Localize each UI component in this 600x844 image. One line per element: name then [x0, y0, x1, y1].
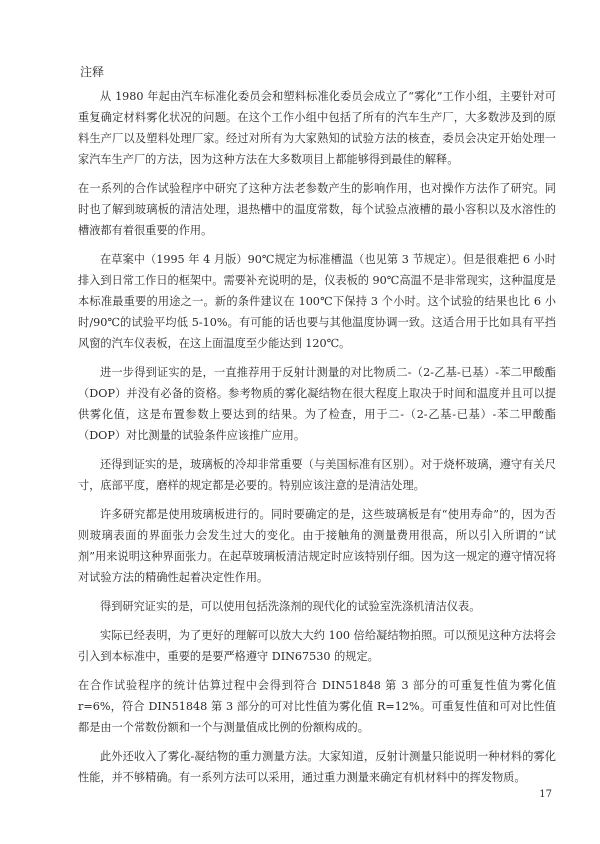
- paragraph: 得到研究证实的是，可以使用包括洗涤剂的现代化的试验室洗涤机清洁仪表。: [100, 600, 481, 613]
- paragraph: 此外还收入了雾化-凝结物的重力测量方法。大家知道，反射计测量只能说明一种材料的雾化性能，并不够精确。有一系列方法可以采用，通过重力测量来确定有机材料中的挥发物质。: [78, 750, 556, 784]
- body-text: [78, 86, 556, 796]
- page-number: 17: [539, 789, 552, 800]
- paragraph: 许多研究都是使用玻璃板进行的。同时要确定的是，这些玻璃板是有“使用寿命”的，因为否则玻璃表面的界面张力会发生过大的变化。由于接触角的测量费用很高，所以引入所谓的“试剂”用来说明这种界面张力。在起草玻璃板清洁规定时应该特别仔细。因为这一规定的遵守情况将对试验方法的精确性起着决定性作用。: [78, 508, 556, 584]
- paragraph: 在合作试验程序的统计估算过程中会得到符合 DIN51848 第 3 部分的可重复性值为雾化值 r=6%，符合 DIN51848 第 3 部分的可对比性值为雾化值 R=12%。可重复性值和可对比性值都是由一个常数份额和一个与测量值成比例的份额构成的。: [78, 679, 556, 734]
- paragraph: 从 1980 年起由汽车标准化委员会和塑料标准化委员会成立了“雾化”工作小组，主要针对可重复确定材料雾化状况的问题。在这个工作小组中包括了所有的汽车生产厂，大多数涉及到的原料生产厂以及塑料处理厂家。经过对所有为大家熟知的试验方法的核查，委员会决定开始处理一家汽车生产厂的方法，因为这种方法在大多数项目上都能够得到最佳的解释。: [78, 90, 556, 166]
- paragraph: 进一步得到证实的是，一直推荐用于反射计测量的对比物质二-（2-乙基-已基）-苯二甲酸酯（DOP）并没有必备的资格。参考物质的雾化凝结物在很大程度上取决于时间和温度并且可以提供雾化值，这是布置参数上要达到的结果。为了检查，用于二-（2-乙基-已基）-苯二甲酸酯（DOP）对比测量的试验条件应该推广应用。: [78, 366, 556, 442]
- paragraph: 在一系列的合作试验程序中研究了这种方法老参数产生的影响作用，也对操作方法作了研究。同时也了解到玻璃板的清洁处理，退热槽中的温度常数，每个试验点液槽的最小容积以及水溶性的槽液都有着很重要的作用。: [78, 182, 556, 237]
- paragraph: 还得到证实的是，玻璃板的冷却非常重要（与美国标准有区别）。对于烧杯玻璃，遵守有关尺寸，底部平度，磨样的规定都是必要的。特别应该注意的是清洁处理。: [78, 458, 556, 492]
- paragraph: 在草案中（1995 年 4 月版）90℃规定为标准槽温（也见第 3 节规定）。但是很难把 6 小时排入到日常工作日的框架中。需要补充说明的是，仪表板的 90℃高温不是非常现实，这种温度是本标准最重要的用途之一。新的条件建议在 100℃下保持 3 个小时。这个试验的结果也比 6 小时/90℃的试验平均低 5-10%。有可能的话也要与其他温度协调一致。这适合用于比如具有平挡风窗的汽车仪表板，在这上面温度至少能达到 120℃。: [78, 253, 556, 350]
- paragraph: 实际已经表明，为了更好的理解可以放大大约 100 倍给凝结物拍照。可以预见这种方法将会引入到本标准中，重要的是要严格遵守 DIN67530 的规定。: [78, 629, 556, 663]
- section-heading: 注释: [80, 65, 105, 79]
